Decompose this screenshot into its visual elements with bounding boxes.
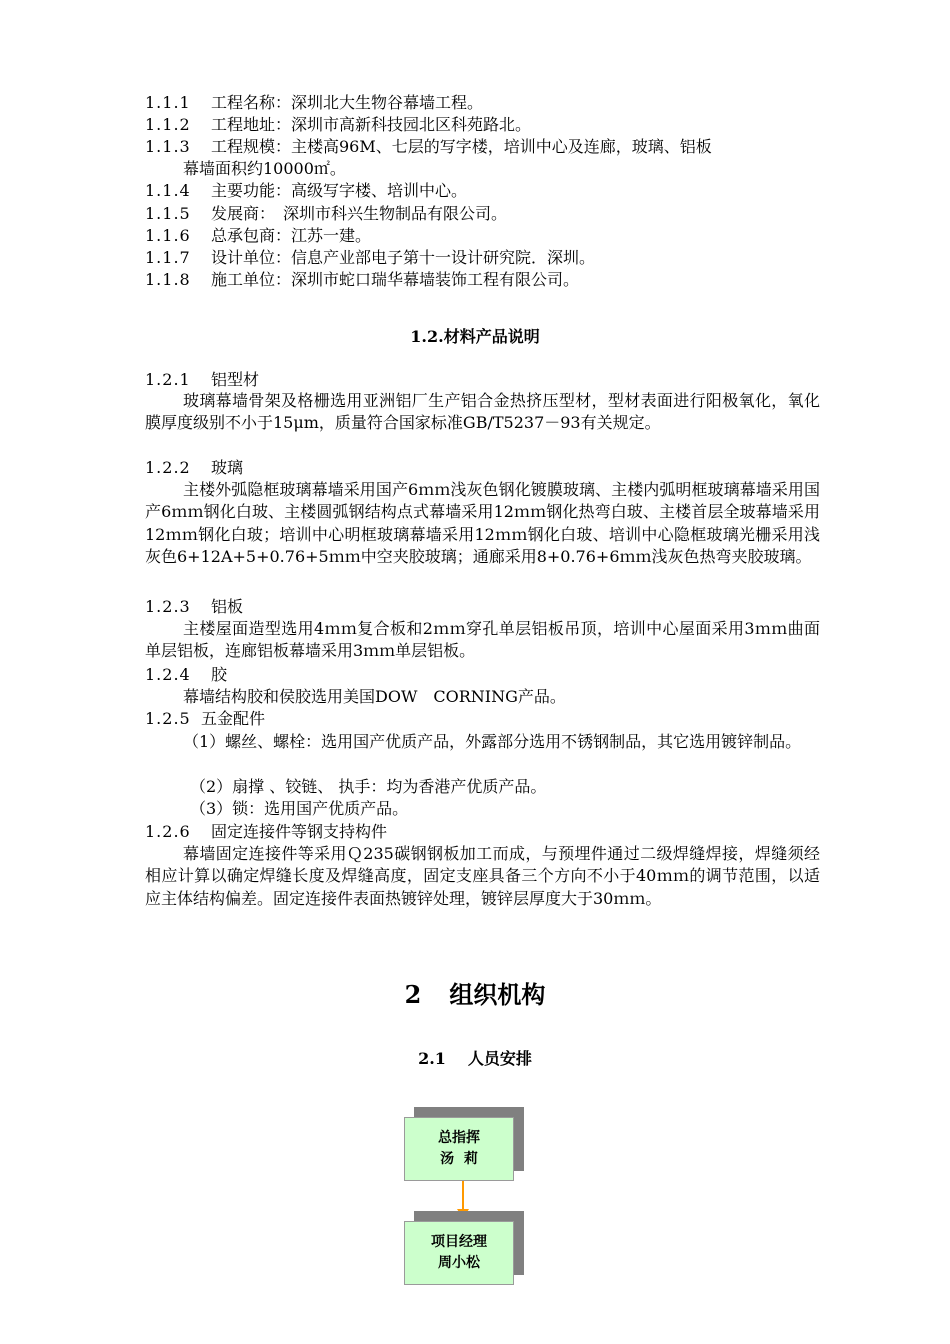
subsection-num: 1.2.6 xyxy=(145,822,191,841)
info-text: 工程规模：主楼高96M、七层的写字楼，培训中心及连廊，玻璃、铝板 xyxy=(211,137,712,156)
subsection-num: 1.2.4 xyxy=(145,665,191,684)
chapter-title-2 xyxy=(0,975,950,1010)
org-person: 汤 莉 xyxy=(440,1151,478,1167)
paragraph-hardware-item-3: （3）锁：选用国产优质产品。 xyxy=(190,799,409,818)
info-num: 1.1.6 xyxy=(145,226,191,245)
subsection-title: 铝型材 xyxy=(211,370,260,389)
info-text: 施工单位：深圳市蛇口瑞华幕墙装饰工程有限公司。 xyxy=(211,270,580,289)
subsection-heading-1-2-3 xyxy=(145,596,243,618)
subsection-num: 1.2.2 xyxy=(145,458,191,477)
subsection-title: 固定连接件等钢支持构件 xyxy=(211,822,388,841)
section-num: 2.1 xyxy=(418,1049,446,1068)
info-line-7 xyxy=(145,247,595,269)
chapter-num: 2 xyxy=(404,980,422,1009)
paragraph-hardware-item-1: （1）螺丝、螺栓：选用国产优质产品，外露部分选用不锈钢制品，其它选用镀锌制品。 xyxy=(183,732,802,751)
info-text: 总承包商：江苏一建。 xyxy=(211,226,372,245)
chapter-title: 组织机构 xyxy=(449,980,546,1009)
paragraph-hardware-item-2: （2）扇撑 、铰链、 执手：均为香港产优质产品。 xyxy=(190,777,547,796)
section-title: 人员安排 xyxy=(467,1049,532,1068)
subsection-heading-1-2-2 xyxy=(145,457,243,479)
org-box-project-manager xyxy=(404,1221,514,1285)
info-line-2 xyxy=(145,114,531,136)
info-line-4 xyxy=(145,180,467,202)
info-line-5 xyxy=(145,203,507,225)
info-num: 1.1.3 xyxy=(145,137,191,156)
paragraph-steel-connectors: 幕墙固定连接件等采用Ｑ235碳钢钢板加工而成，与预埋件通过二级焊缝焊接，焊缝须经相应计算以确定焊缝长度及焊缝高度，固定支座具备三个方向不小于40ｍｍ的调节范围，以适应主体结构偏差。固定连接件表面热镀锌处理，镀锌层厚度大于30ｍｍ。 xyxy=(145,844,820,908)
info-text: 幕墙面积约10000㎡。 xyxy=(183,159,346,178)
subsection-num: 1.2.3 xyxy=(145,597,191,616)
info-num: 1.1.2 xyxy=(145,115,191,134)
subsection-title: 铝板 xyxy=(211,597,244,616)
info-text: 工程地址：深圳市高新科技园北区科苑路北。 xyxy=(211,115,532,134)
subsection-heading-1-2-5 xyxy=(145,708,265,730)
info-line-1 xyxy=(145,92,483,114)
info-line-8 xyxy=(145,269,579,291)
section-title-1-2: 1.2.材料产品说明 xyxy=(410,327,540,346)
subsection-heading-1-2-1 xyxy=(145,369,259,391)
paragraph-aluminum-profile: 玻璃幕墙骨架及格栅选用亚洲铝厂生产铝合金热挤压型材，型材表面进行阳极氧化，氧化膜厚度级别不小于15μm，质量符合国家标准GB/T5237－93有关规定。 xyxy=(145,391,820,433)
info-line-3 xyxy=(145,136,712,158)
subsection-title: 胶 xyxy=(211,665,228,684)
info-num: 1.1.7 xyxy=(145,248,191,267)
info-text: 工程名称：深圳北大生物谷幕墙工程。 xyxy=(211,93,484,112)
subsection-heading-1-2-4 xyxy=(145,664,227,686)
info-num: 1.1.1 xyxy=(145,93,191,112)
org-person: 周小松 xyxy=(438,1255,480,1271)
info-text: 主要功能：高级写字楼、培训中心。 xyxy=(211,181,468,200)
org-role: 总指挥 xyxy=(438,1130,480,1146)
paragraph-aluminum-panel: 主楼屋面造型选用4ｍｍ复合板和2ｍｍ穿孔单层铝板吊顶，培训中心屋面采用3ｍｍ曲面单层铝板，连廊铝板幕墙采用3ｍｍ单层铝板。 xyxy=(145,619,820,661)
subsection-title: 玻璃 xyxy=(211,458,244,477)
info-line-3-cont xyxy=(183,158,346,180)
subsection-num: 1.2.5 xyxy=(145,709,191,728)
org-role: 项目经理 xyxy=(431,1234,487,1250)
info-line-6 xyxy=(145,225,371,247)
info-text: 发展商： 深圳市科兴生物制品有限公司。 xyxy=(211,204,508,223)
org-box-commander xyxy=(404,1117,514,1181)
paragraph-sealant: 幕墙结构胶和侯胶选用美国DOW CORNING产品。 xyxy=(183,687,566,706)
info-num: 1.1.5 xyxy=(145,204,191,223)
info-num: 1.1.4 xyxy=(145,181,191,200)
info-text: 设计单位：信息产业部电子第十一设计研究院．深圳。 xyxy=(211,248,596,267)
subsection-heading-1-2-6 xyxy=(145,821,387,843)
subsection-title: 五金配件 xyxy=(201,709,266,728)
subsection-num: 1.2.1 xyxy=(145,370,191,389)
paragraph-glass: 主楼外弧隐框玻璃幕墙采用国产6ｍｍ浅灰色钢化镀膜玻璃、主楼内弧明框玻璃幕墙采用国产6ｍｍ钢化白玻、主楼圆弧钢结构点式幕墙采用12ｍｍ钢化热弯白玻、主楼首层全玻幕墙采用12ｍｍ钢化白玻；培训中心明框玻璃幕墙采用12ｍｍ钢化白玻、培训中心隐框玻璃光栅采用浅灰色6+12A+5+0.76+5ｍｍ中空夹胶玻璃；通廊采用8+0.76+6ｍｍ浅灰色热弯夹胶玻璃。 xyxy=(145,480,820,566)
section-title-2-1 xyxy=(0,1046,950,1069)
info-num: 1.1.8 xyxy=(145,270,191,289)
